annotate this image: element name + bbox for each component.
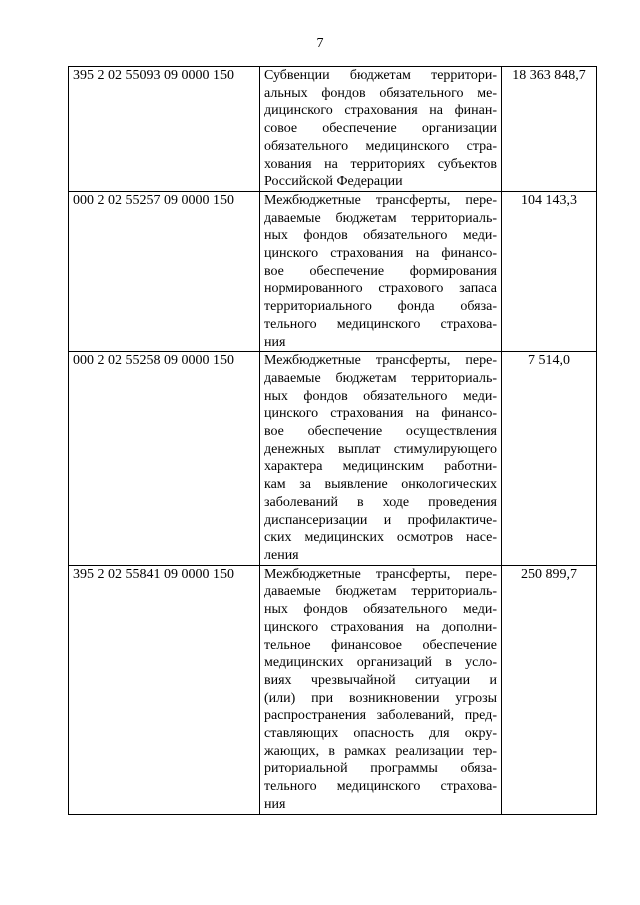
amount-cell: 18 363 848,7: [502, 67, 597, 192]
description-line: тельного медицинского страхова-: [264, 779, 497, 795]
description-line: даваемые бюджетам территориаль-: [264, 210, 497, 226]
description-cell: [260, 565, 502, 814]
description-line: жающих, в рамках реализации тер-: [264, 743, 497, 759]
description-line: Межбюджетные трансферты, пере-: [264, 353, 497, 369]
budget-code-cell: 395 2 02 55093 09 0000 150: [69, 67, 260, 192]
description-line: цинского страхования на финансо-: [264, 246, 497, 262]
description-line: альных фондов обязательного ме-: [264, 85, 497, 101]
description-line: нормированного страхового запаса: [264, 281, 497, 297]
description-line: даваемые бюджетам территориаль-: [264, 370, 497, 386]
description-line: денежных выплат стимулирующего: [264, 441, 497, 457]
description-line: заболеваний в ходе проведения: [264, 494, 497, 510]
amount-cell: 7 514,0: [502, 352, 597, 565]
budget-code-cell: 000 2 02 55258 09 0000 150: [69, 352, 260, 565]
amount-cell: 250 899,7: [502, 565, 597, 814]
description-line: риториальной программы обяза-: [264, 761, 497, 777]
page-number: 7: [316, 36, 324, 51]
table-row: [69, 67, 597, 192]
budget-table: [68, 66, 597, 815]
description-line: дицинского страхования на финан-: [264, 103, 497, 119]
description-line: тельного медицинского страхова-: [264, 316, 497, 332]
description-cell: [260, 352, 502, 565]
budget-code-cell: 000 2 02 55257 09 0000 150: [69, 191, 260, 351]
description-line: цинского страхования на финансо-: [264, 406, 497, 422]
description-line: ных фондов обязательного меди-: [264, 228, 497, 244]
description-line: характера медицинским работни-: [264, 459, 497, 475]
description-line: ставляющих опасность для окру-: [264, 726, 497, 742]
table-row: [69, 191, 597, 351]
description-line: медицинских организаций в усло-: [264, 655, 497, 671]
description-line: ных фондов обязательного меди-: [264, 602, 497, 618]
description-line: обязательного медицинского стра-: [264, 138, 497, 154]
description-line: вое обеспечение формирования: [264, 263, 497, 279]
description-line: Субвенции бюджетам территори-: [264, 68, 497, 83]
description-line: ния: [264, 796, 286, 812]
description-line: ления: [264, 547, 299, 563]
description-line: Межбюджетные трансферты, пере-: [264, 192, 497, 208]
description-line: (или) при возникновении угрозы: [264, 690, 497, 706]
description-line: вое обеспечение осуществления: [264, 424, 497, 440]
description-line: диспансеризации и профилактиче-: [264, 512, 497, 528]
table-row: [69, 565, 597, 814]
amount-cell: 104 143,3: [502, 191, 597, 351]
description-line: Межбюджетные трансферты, пере-: [264, 566, 497, 582]
description-cell: [260, 191, 502, 351]
description-line: распространения заболеваний, пред-: [264, 708, 497, 724]
description-line: ных фондов обязательного меди-: [264, 388, 497, 404]
description-line: ских медицинских осмотров насе-: [264, 530, 497, 546]
description-line: ния: [264, 334, 286, 350]
description-line: виях чрезвычайной ситуации и: [264, 672, 497, 688]
description-line: тельное финансовое обеспечение: [264, 637, 497, 653]
description-line: цинского страхования на дополни-: [264, 619, 497, 635]
description-line: Российской Федерации: [264, 174, 403, 190]
description-line: кам за выявление онкологических: [264, 477, 497, 493]
budget-code-cell: 395 2 02 55841 09 0000 150: [69, 565, 260, 814]
description-line: хования на территориях субъектов: [264, 156, 497, 172]
table-body: [69, 67, 597, 815]
description-line: территориального фонда обяза-: [264, 299, 497, 315]
description-line: даваемые бюджетам территориаль-: [264, 584, 497, 600]
description-line: совое обеспечение организации: [264, 121, 497, 137]
description-cell: [260, 67, 502, 192]
table-row: [69, 352, 597, 565]
